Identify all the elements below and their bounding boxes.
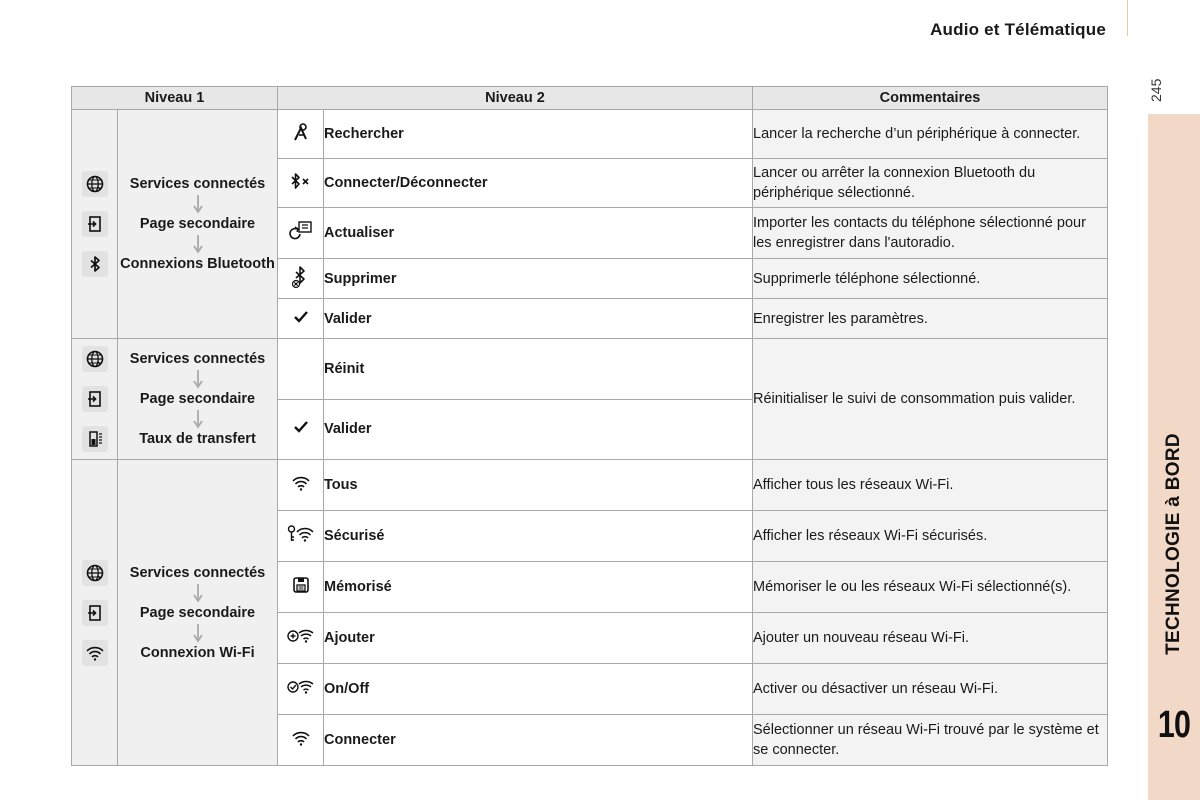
bluetooth-delete-icon bbox=[278, 259, 324, 299]
path-step: Connexion Wi-Fi bbox=[140, 644, 255, 661]
path-step: Connexions Bluetooth bbox=[120, 256, 275, 272]
secondary-page-icon bbox=[82, 386, 108, 412]
checkmark-icon bbox=[278, 399, 324, 460]
transfer-rate-icon bbox=[82, 426, 108, 452]
comment-cell: Enregistrer les paramètres. bbox=[753, 299, 1108, 339]
level1-icons bbox=[72, 110, 118, 339]
secondary-page-icon bbox=[82, 211, 108, 237]
page-number-text: 245 bbox=[1148, 78, 1164, 102]
path-step: Page secondaire bbox=[139, 216, 256, 232]
bluetooth-connect-icon bbox=[278, 159, 324, 208]
level2-label: On/Off bbox=[324, 664, 753, 715]
path-step: Services connectés bbox=[129, 351, 266, 367]
comment-cell: Ajouter un nouveau réseau Wi-Fi. bbox=[753, 613, 1108, 664]
wifi-icon bbox=[278, 460, 324, 511]
bluetooth-icon bbox=[82, 251, 108, 277]
comment-cell: Supprimerle téléphone sélectionné. bbox=[753, 259, 1108, 299]
comment-cell: Réinitialiser le suivi de consommation puis valider. bbox=[753, 339, 1108, 460]
path-step: Page secondaire bbox=[139, 391, 256, 407]
wifi-icon bbox=[278, 715, 324, 766]
globe-icon bbox=[82, 346, 108, 372]
comment-cell: Lancer la recherche d’un périphérique à connecter. bbox=[753, 110, 1108, 159]
comment-cell: Afficher tous les réseaux Wi-Fi. bbox=[753, 460, 1108, 511]
path-step: Taux de transfert bbox=[139, 431, 256, 447]
level1-path bbox=[118, 460, 278, 766]
arrow-down-icon bbox=[118, 623, 277, 643]
save-icon bbox=[278, 562, 324, 613]
menu-table bbox=[71, 86, 1108, 766]
path-step: Services connectés bbox=[129, 564, 266, 581]
level2-label: Ajouter bbox=[324, 613, 753, 664]
level2-label: Valider bbox=[324, 299, 753, 339]
contacts-refresh-icon bbox=[278, 208, 324, 259]
empty-icon-cell bbox=[278, 339, 324, 400]
path-step: Services connectés bbox=[129, 176, 266, 192]
arrow-down-icon bbox=[118, 369, 277, 389]
comment-cell: Importer les contacts du téléphone sélectionné pour les enregistrer dans l'autoradio. bbox=[753, 208, 1108, 259]
level2-label: Tous bbox=[324, 460, 753, 511]
level2-label: Mémorisé bbox=[324, 562, 753, 613]
search-device-icon bbox=[278, 110, 324, 159]
chapter-side-tab bbox=[1148, 114, 1200, 800]
header-niveau-1: Niveau 1 bbox=[72, 87, 278, 110]
page-number bbox=[1142, 72, 1170, 102]
checkmark-icon bbox=[278, 299, 324, 339]
level1-path bbox=[118, 110, 278, 339]
table-row bbox=[72, 339, 1108, 400]
arrow-down-icon bbox=[118, 194, 277, 214]
level2-label: Connecter/Déconnecter bbox=[324, 159, 753, 208]
table-header-row bbox=[72, 87, 1108, 110]
level1-icons bbox=[72, 460, 118, 766]
wifi-add-icon bbox=[278, 613, 324, 664]
globe-icon bbox=[82, 560, 108, 586]
arrow-down-icon bbox=[118, 409, 277, 429]
comment-cell: Lancer ou arrêter la connexion Bluetooth du périphérique sélectionné. bbox=[753, 159, 1108, 208]
comment-cell: Mémoriser le ou les réseaux Wi-Fi sélectionné(s). bbox=[753, 562, 1108, 613]
chapter-label-text: TECHNOLOGIE à BORD bbox=[1163, 433, 1184, 655]
path-step: Page secondaire bbox=[139, 604, 256, 621]
header-niveau-2: Niveau 2 bbox=[278, 87, 753, 110]
level2-label: Valider bbox=[324, 399, 753, 460]
wifi-secure-icon bbox=[278, 511, 324, 562]
level2-label: Supprimer bbox=[324, 259, 753, 299]
level1-path bbox=[118, 339, 278, 460]
globe-icon bbox=[82, 171, 108, 197]
level2-label: Réinit bbox=[324, 339, 753, 400]
arrow-down-icon bbox=[118, 234, 277, 254]
header-commentaires: Commentaires bbox=[753, 87, 1108, 110]
comment-cell: Sélectionner un réseau Wi-Fi trouvé par le système et se connecter. bbox=[753, 715, 1108, 766]
table-row bbox=[72, 460, 1108, 511]
comment-cell: Activer ou désactiver un réseau Wi-Fi. bbox=[753, 664, 1108, 715]
chapter-number: 10 bbox=[1157, 704, 1191, 746]
level2-label: Actualiser bbox=[324, 208, 753, 259]
level2-label: Rechercher bbox=[324, 110, 753, 159]
secondary-page-icon bbox=[82, 600, 108, 626]
level1-icons bbox=[72, 339, 118, 460]
arrow-down-icon bbox=[118, 583, 277, 603]
wifi-onoff-icon bbox=[278, 664, 324, 715]
header-divider bbox=[1127, 0, 1128, 36]
section-title: Audio et Télématique bbox=[930, 20, 1106, 39]
table-row bbox=[72, 110, 1108, 159]
wifi-icon bbox=[82, 640, 108, 666]
level2-label: Sécurisé bbox=[324, 511, 753, 562]
level2-label: Connecter bbox=[324, 715, 753, 766]
comment-cell: Afficher les réseaux Wi-Fi sécurisés. bbox=[753, 511, 1108, 562]
